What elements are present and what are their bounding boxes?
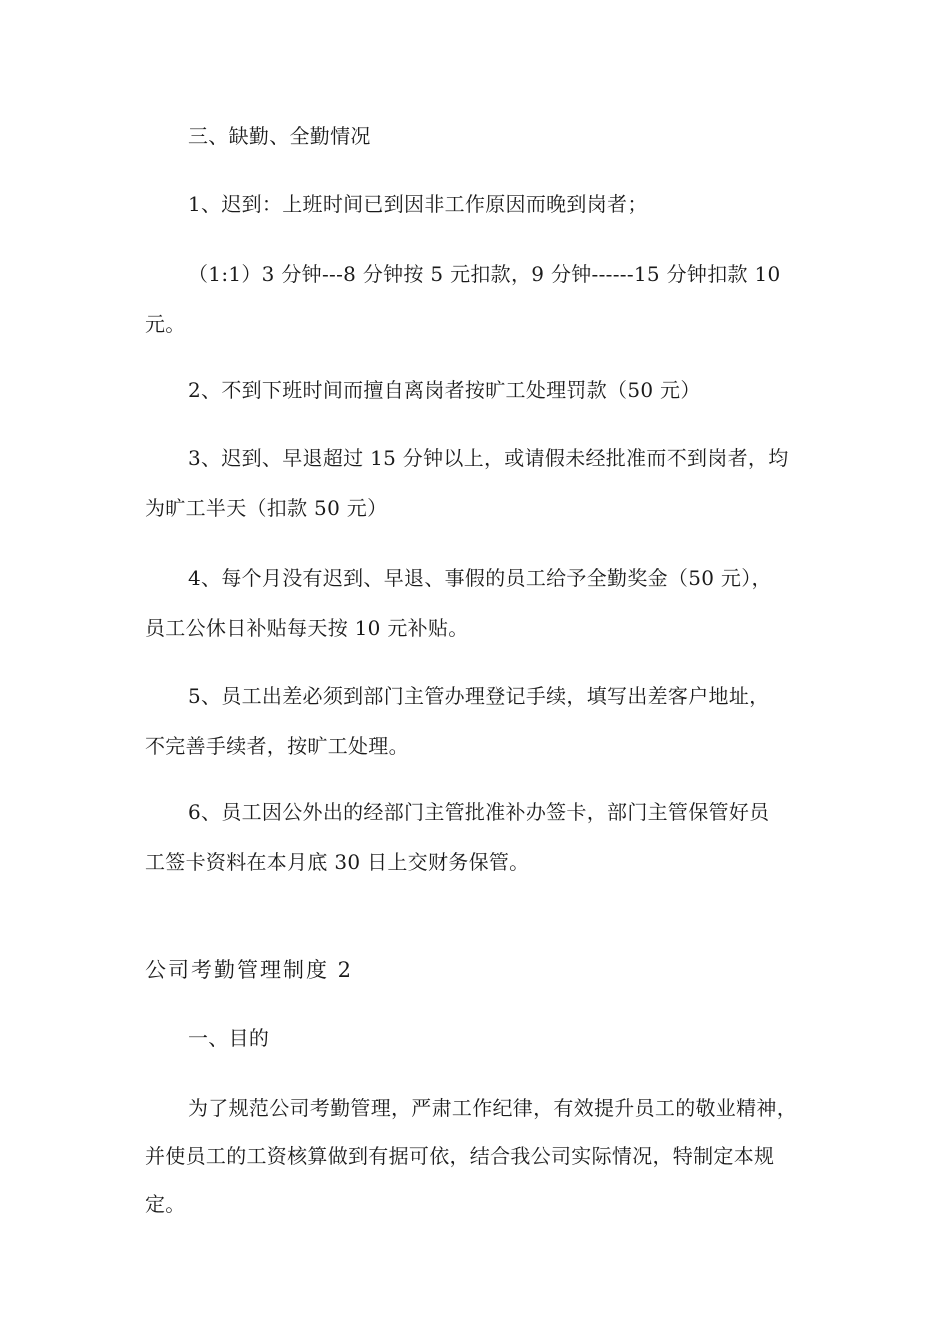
item-5-line-1: 5、员工出差必须到部门主管办理登记手续，填写出差客户地址， bbox=[188, 684, 770, 708]
section-one-title: 一、目的 bbox=[188, 1026, 270, 1050]
item-6-line-1: 6、员工因公外出的经部门主管批准补办签卡，部门主管保管好员 bbox=[188, 800, 770, 824]
item-2-leave-early: 2、不到下班时间而擅自离岗者按旷工处理罚款（50 元） bbox=[188, 378, 701, 402]
item-3-line-1: 3、迟到、早退超过 15 分钟以上，或请假未经批准而不到岗者，均 bbox=[188, 446, 789, 470]
item-1-sub-line-1: （1:1）3 分钟---8 分钟按 5 元扣款，9 分钟------15 分钟扣款 10 bbox=[188, 262, 781, 286]
section-three-title: 三、缺勤、全勤情况 bbox=[188, 124, 371, 148]
item-3-line-2: 为旷工半天（扣款 50 元） bbox=[145, 496, 388, 520]
item-1-late: 1、迟到：上班时间已到因非工作原因而晚到岗者； bbox=[188, 192, 648, 216]
purpose-line-1: 为了规范公司考勤管理，严肃工作纪律，有效提升员工的敬业精神， bbox=[188, 1096, 797, 1120]
item-5-line-2: 不完善手续者，按旷工处理。 bbox=[145, 734, 409, 758]
purpose-line-3: 定。 bbox=[145, 1192, 186, 1216]
purpose-line-2: 并使员工的工资核算做到有据可依，结合我公司实际情况，特制定本规 bbox=[145, 1144, 775, 1168]
document-two-heading: 公司考勤管理制度 2 bbox=[145, 958, 354, 982]
item-6-line-2: 工签卡资料在本月底 30 日上交财务保管。 bbox=[145, 850, 530, 874]
item-4-line-1: 4、每个月没有迟到、早退、事假的员工给予全勤奖金（50 元）， bbox=[188, 566, 772, 590]
item-4-line-2: 员工公休日补贴每天按 10 元补贴。 bbox=[145, 616, 469, 640]
item-1-sub-line-2: 元。 bbox=[145, 312, 186, 336]
